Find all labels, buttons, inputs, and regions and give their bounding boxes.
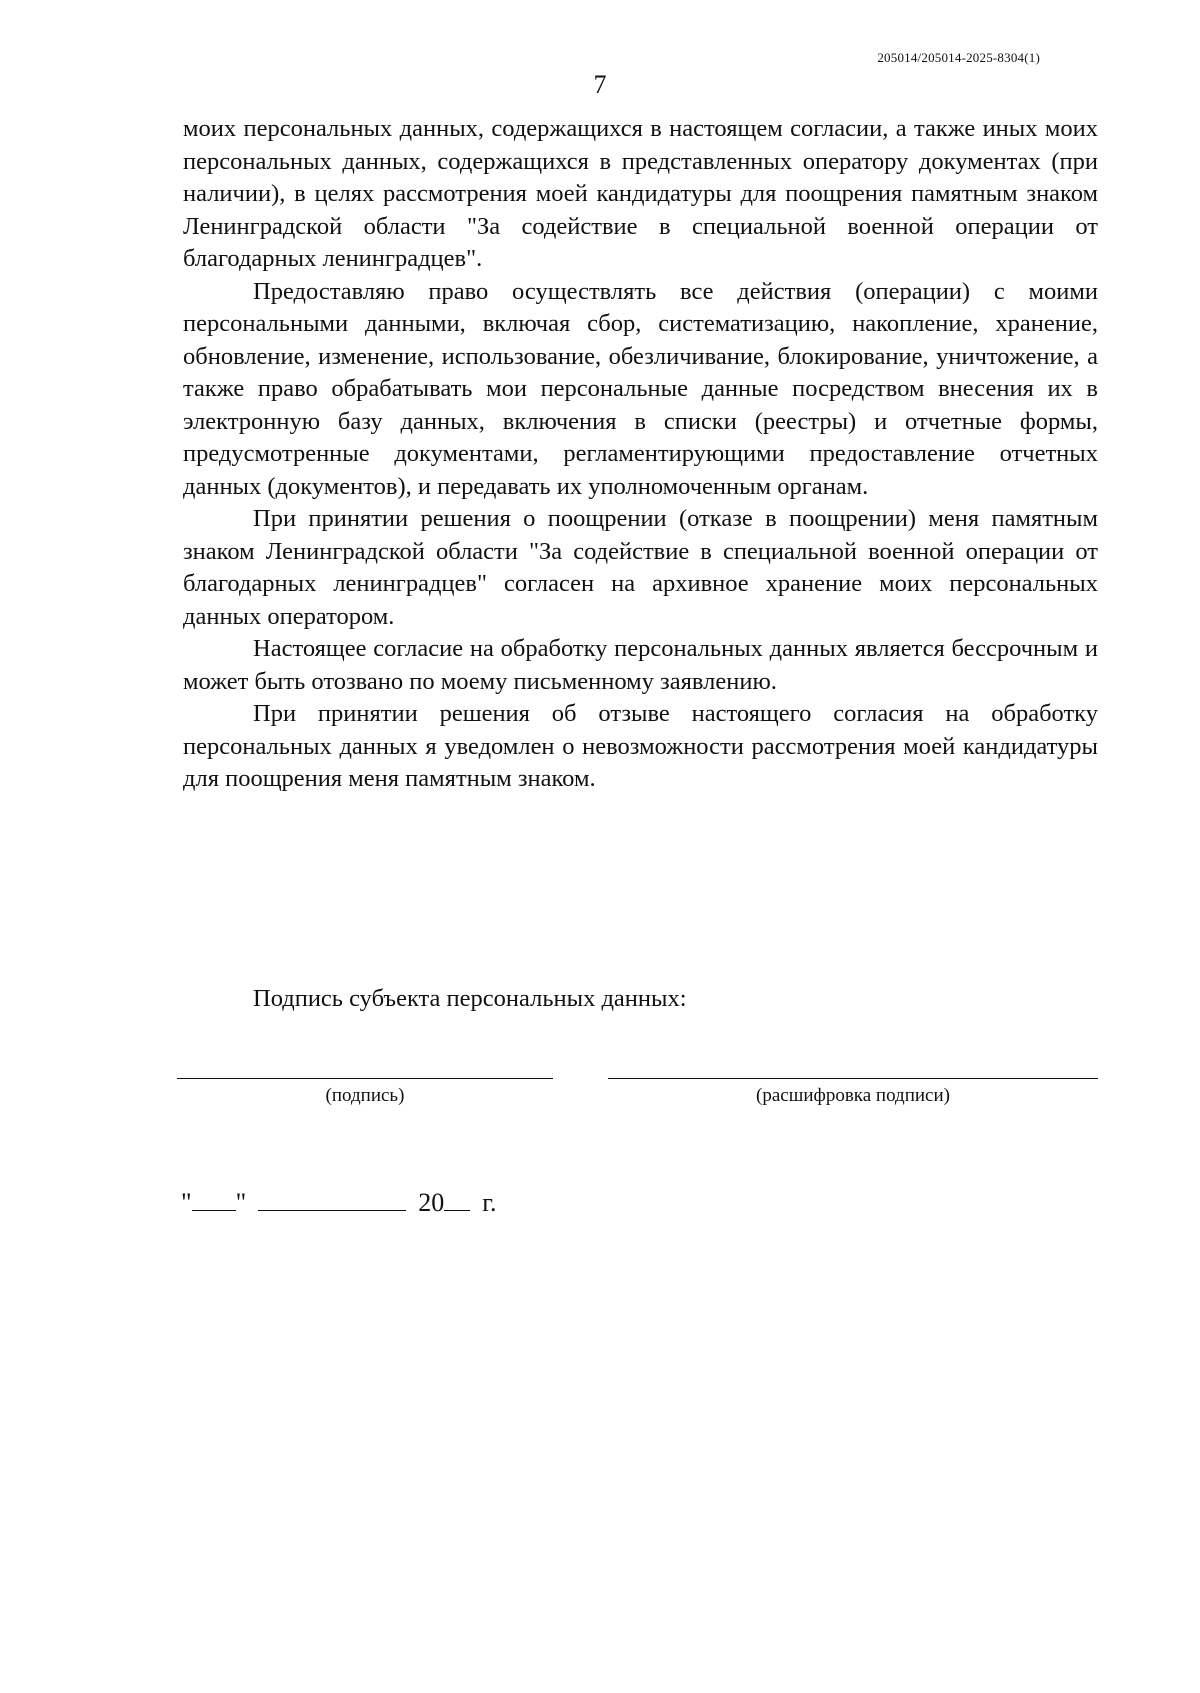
consent-text xyxy=(183,113,1098,796)
date-century: 20 xyxy=(418,1188,445,1217)
paragraph-revocation: При принятии решения об отзыве настоящего согласия на обработку персональных данных я уведомлен о невозможности рассмотрения моей кандидатуры для поощрения меня памятным знаком. xyxy=(183,700,1098,792)
signature-decryption-line xyxy=(608,1078,1098,1079)
signature-heading: Подпись субъекта персональных данных: xyxy=(253,985,687,1012)
paragraph-rights: Предоставляю право осуществлять все действия (операции) с моими персональными данными, включая сбор, систематизацию, накопление, хранение, обновление, изменение, использование, обезличивание, блокирование, уничтожение, а также право обрабатывать мои персональные данные посредством внесения их в электронную базу данных, включения в списки (реестры) и отчетные формы, предусмотренные документами, регламентирующими предоставление отчетных данных (документов), и передавать их уполномоченным органам. xyxy=(183,277,1098,500)
paragraph-continuation: моих персональных данных, содержащихся в настоящем согласии, а также иных моих персональных данных, содержащихся в представленных оператору документах (при наличии), в целях рассмотрения моей кандидатуры для поощрения памятным знаком Ленинградской области "За содействие в специальной военной операции от благодарных ленинградцев". xyxy=(183,115,1098,272)
date-day-blank xyxy=(192,1188,236,1211)
signature-caption: (подпись) xyxy=(325,1085,405,1106)
date-open-quote: " xyxy=(181,1188,192,1217)
signature-line xyxy=(177,1078,553,1079)
page-number: 7 xyxy=(593,70,607,99)
paragraph-term: Настоящее согласие на обработку персональных данных является бессрочным и может быть отозвано по моему письменному заявлению. xyxy=(183,635,1098,695)
date-year-suffix: г. xyxy=(482,1188,497,1217)
date-row xyxy=(181,1188,496,1218)
date-month-blank xyxy=(258,1188,406,1211)
date-year-blank xyxy=(444,1188,470,1211)
date-close-quote: " xyxy=(235,1188,247,1217)
paragraph-archive: При принятии решения о поощрении (отказе в поощрении) меня памятным знаком Ленинградской области "За содействие в специальной военной операции от благодарных ленинградцев" согласен на архивное хранение моих персональных данных оператором. xyxy=(183,505,1098,630)
signature-decryption-caption: (расшифровка подписи) xyxy=(756,1085,950,1106)
document-id: 205014/205014-2025-8304(1) xyxy=(877,50,1040,65)
